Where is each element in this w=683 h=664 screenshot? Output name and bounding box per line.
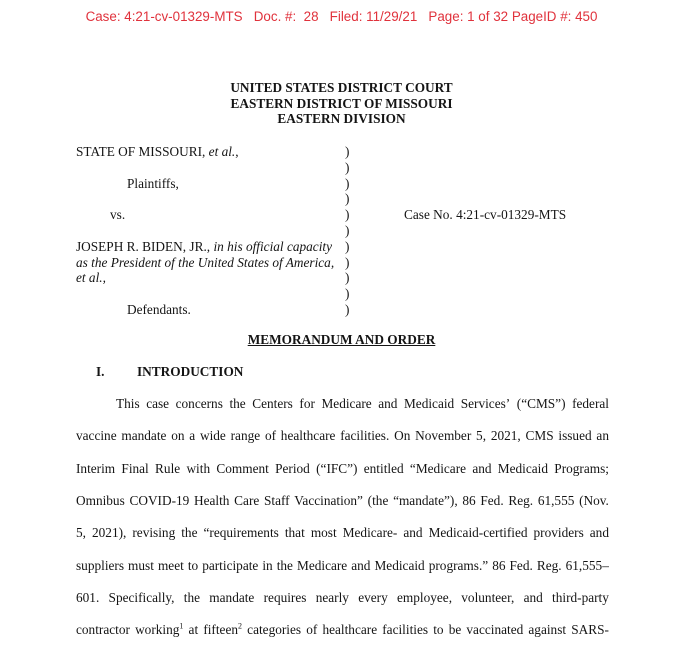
versus-label: vs. (110, 207, 126, 223)
word: Staff (263, 492, 290, 508)
word: issued (558, 428, 592, 444)
caption-line (0, 255, 683, 271)
plaintiff-name (76, 144, 239, 160)
caption-line (0, 191, 683, 207)
body-line-text (76, 558, 609, 574)
caption-paren: ) (345, 159, 350, 175)
word: healthcare (280, 428, 336, 444)
caption-paren: ) (345, 302, 350, 317)
memorandum-title (0, 332, 683, 348)
word: Comment (216, 460, 269, 476)
word: and (523, 589, 543, 605)
word: Specifically, (108, 589, 175, 605)
defendant-title: as the President of the United States of America, (76, 254, 335, 270)
caption-line (0, 286, 683, 302)
word: working$^1$ (135, 621, 184, 638)
body-line (76, 525, 609, 541)
word: Fed. (509, 557, 533, 573)
word: case (146, 396, 170, 411)
body-line-text (76, 493, 609, 509)
word: and (378, 396, 398, 411)
caption-line (0, 144, 683, 160)
court-division: EASTERN DIVISION (277, 111, 406, 126)
body-line (76, 622, 609, 638)
caption-line (0, 270, 683, 286)
word: fifteen$^2$ (203, 621, 243, 638)
word: (“IFC”) (316, 460, 358, 476)
word: the (229, 396, 246, 411)
word: (the (367, 492, 389, 508)
word: entitled (363, 460, 404, 476)
word: must (128, 557, 154, 573)
word: facilities (382, 622, 429, 638)
word: Reg. (508, 492, 534, 508)
word: wide (199, 428, 226, 444)
word: a (189, 428, 196, 444)
memorandum-title-text: MEMORANDUM AND ORDER (247, 332, 436, 347)
word: Rule (155, 460, 181, 476)
word: providers (533, 525, 584, 541)
body-line (76, 428, 609, 444)
caption-line (0, 160, 683, 176)
word: to (433, 622, 444, 638)
word: with (186, 460, 211, 476)
body-line-text (76, 590, 609, 606)
word: third-party (552, 589, 609, 605)
caption-line (0, 239, 683, 255)
court-name: UNITED STATES DISTRICT COURT (230, 80, 453, 95)
word: categories (247, 622, 302, 638)
caption-paren: ) (345, 286, 350, 302)
word: Reg. (536, 557, 562, 573)
caption-paren: ) (345, 175, 350, 191)
body-line (116, 396, 609, 412)
word: contractor (76, 622, 130, 638)
section-title: INTRODUCTION (137, 364, 244, 379)
word: participate (202, 557, 259, 573)
word: SARS- (571, 622, 609, 638)
word: the (276, 557, 293, 573)
word: and (589, 525, 609, 541)
word: Medicaid (374, 557, 425, 573)
caption-line (0, 302, 683, 318)
word: on (171, 428, 185, 444)
case-header-stamp: Case: 4:21-cv-01329-MTS Doc. #: 28 Filed: 11/29/21 Page: 1 of 32 PageID #: 450 (85, 9, 598, 24)
word: 5, (476, 428, 487, 444)
body-line-last (76, 622, 609, 638)
word: at (188, 622, 199, 638)
word: Vaccination” (294, 492, 363, 508)
word: every (358, 589, 388, 605)
case-number: Case No. 4:21-cv-01329-MTS (404, 207, 567, 223)
word: the (183, 589, 201, 605)
word: the (181, 525, 198, 541)
section-number: I. (96, 364, 105, 379)
word: This (116, 396, 140, 411)
word: concerns (175, 396, 223, 411)
word: mandate (209, 589, 255, 605)
defendant-name (76, 239, 332, 255)
word: On (394, 428, 411, 444)
defendant-name-text: JOSEPH R. BIDEN, JR., (76, 238, 211, 254)
word: Medicaid (403, 396, 455, 411)
defendant-capacity: in his official capacity (213, 238, 332, 254)
word: facilities. (340, 428, 390, 444)
word: revising (132, 525, 176, 541)
caption-paren: ) (345, 207, 350, 223)
word: Medicaid (497, 460, 549, 476)
caption-line (0, 176, 683, 192)
word: 2021, (490, 428, 521, 444)
court-district: EASTERN DISTRICT OF MISSOURI (230, 95, 453, 111)
caption-paren: ) (345, 270, 350, 286)
body-line-text (76, 428, 609, 444)
plaintiff-etal: et al. (208, 144, 236, 159)
word: range (230, 428, 261, 444)
word: 86 (462, 492, 476, 508)
body-line-text (76, 461, 609, 477)
word: Period (275, 460, 310, 476)
word: and (403, 525, 423, 541)
word: requires (263, 589, 307, 605)
caption-line (0, 223, 683, 239)
plaintiff-comma: , (235, 144, 239, 159)
word: “Medicare (409, 460, 467, 476)
word: vaccinated (466, 622, 524, 638)
word: Programs; (554, 460, 609, 476)
word: nearly (315, 589, 349, 605)
footnote-ref-2[interactable]: 2 (238, 621, 243, 631)
word: 5, (76, 525, 86, 541)
word: Omnibus (76, 492, 125, 508)
word: healthcare (322, 622, 378, 638)
word: November (415, 428, 472, 444)
word: Care (234, 492, 260, 508)
word: “requirements (203, 525, 279, 541)
caption-line (0, 207, 683, 223)
word: for (299, 396, 315, 411)
word: Centers (252, 396, 293, 411)
caption-paren: ) (345, 254, 350, 270)
body-line (76, 461, 609, 477)
word: Medicare (321, 396, 372, 411)
word: vaccine (76, 428, 117, 444)
word: against (528, 622, 567, 638)
word: meet (157, 557, 184, 573)
plaintiff-name-text: STATE OF MISSOURI, (76, 144, 206, 159)
word: Fed. (480, 492, 504, 508)
word: CMS (525, 428, 554, 444)
word: federal (572, 396, 609, 411)
body-line-text (116, 396, 609, 412)
word: 86 (492, 557, 506, 573)
word: Health (194, 492, 230, 508)
word: Final (121, 460, 149, 476)
word: to (187, 557, 199, 573)
body-line-text (76, 525, 609, 541)
word: (“CMS”) (516, 396, 566, 411)
body-line (76, 590, 609, 606)
word: most (310, 525, 337, 541)
word: in (262, 557, 273, 573)
word: mandate (121, 428, 167, 444)
defendant-etal: et al., (76, 270, 106, 286)
word: Interim (76, 460, 116, 476)
word: volunteer, (461, 589, 515, 605)
word: COVID-19 (129, 492, 190, 508)
word: that (284, 525, 305, 541)
court-heading (0, 80, 683, 127)
word: “mandate”), (393, 492, 458, 508)
word: 61,555 (537, 492, 575, 508)
word: and (351, 557, 371, 573)
word: 601. (76, 589, 100, 605)
word: employee, (397, 589, 453, 605)
word: programs.” (428, 557, 489, 573)
word: Medicare (297, 557, 348, 573)
caption-paren: ) (345, 223, 350, 238)
word: of (306, 622, 318, 638)
body-line (76, 493, 609, 509)
footnote-ref-1[interactable]: 1 (179, 621, 184, 631)
word: 61,555– (565, 557, 609, 573)
word: (Nov. (579, 492, 609, 508)
plaintiffs-label: Plaintiffs, (127, 175, 179, 191)
body-line (76, 558, 609, 574)
caption-paren: ) (345, 238, 350, 254)
word: an (596, 428, 609, 444)
word: 2021), (92, 525, 127, 541)
word: and (472, 460, 492, 476)
caption-paren: ) (345, 191, 350, 207)
word: Medicare- (342, 525, 398, 541)
word: Medicaid-certified (428, 525, 528, 541)
word: Services’ (460, 396, 511, 411)
defendants-label: Defendants. (127, 302, 191, 317)
word: suppliers (76, 557, 125, 573)
word: of (264, 428, 277, 444)
word: be (448, 622, 462, 638)
caption-paren: ) (345, 144, 350, 159)
